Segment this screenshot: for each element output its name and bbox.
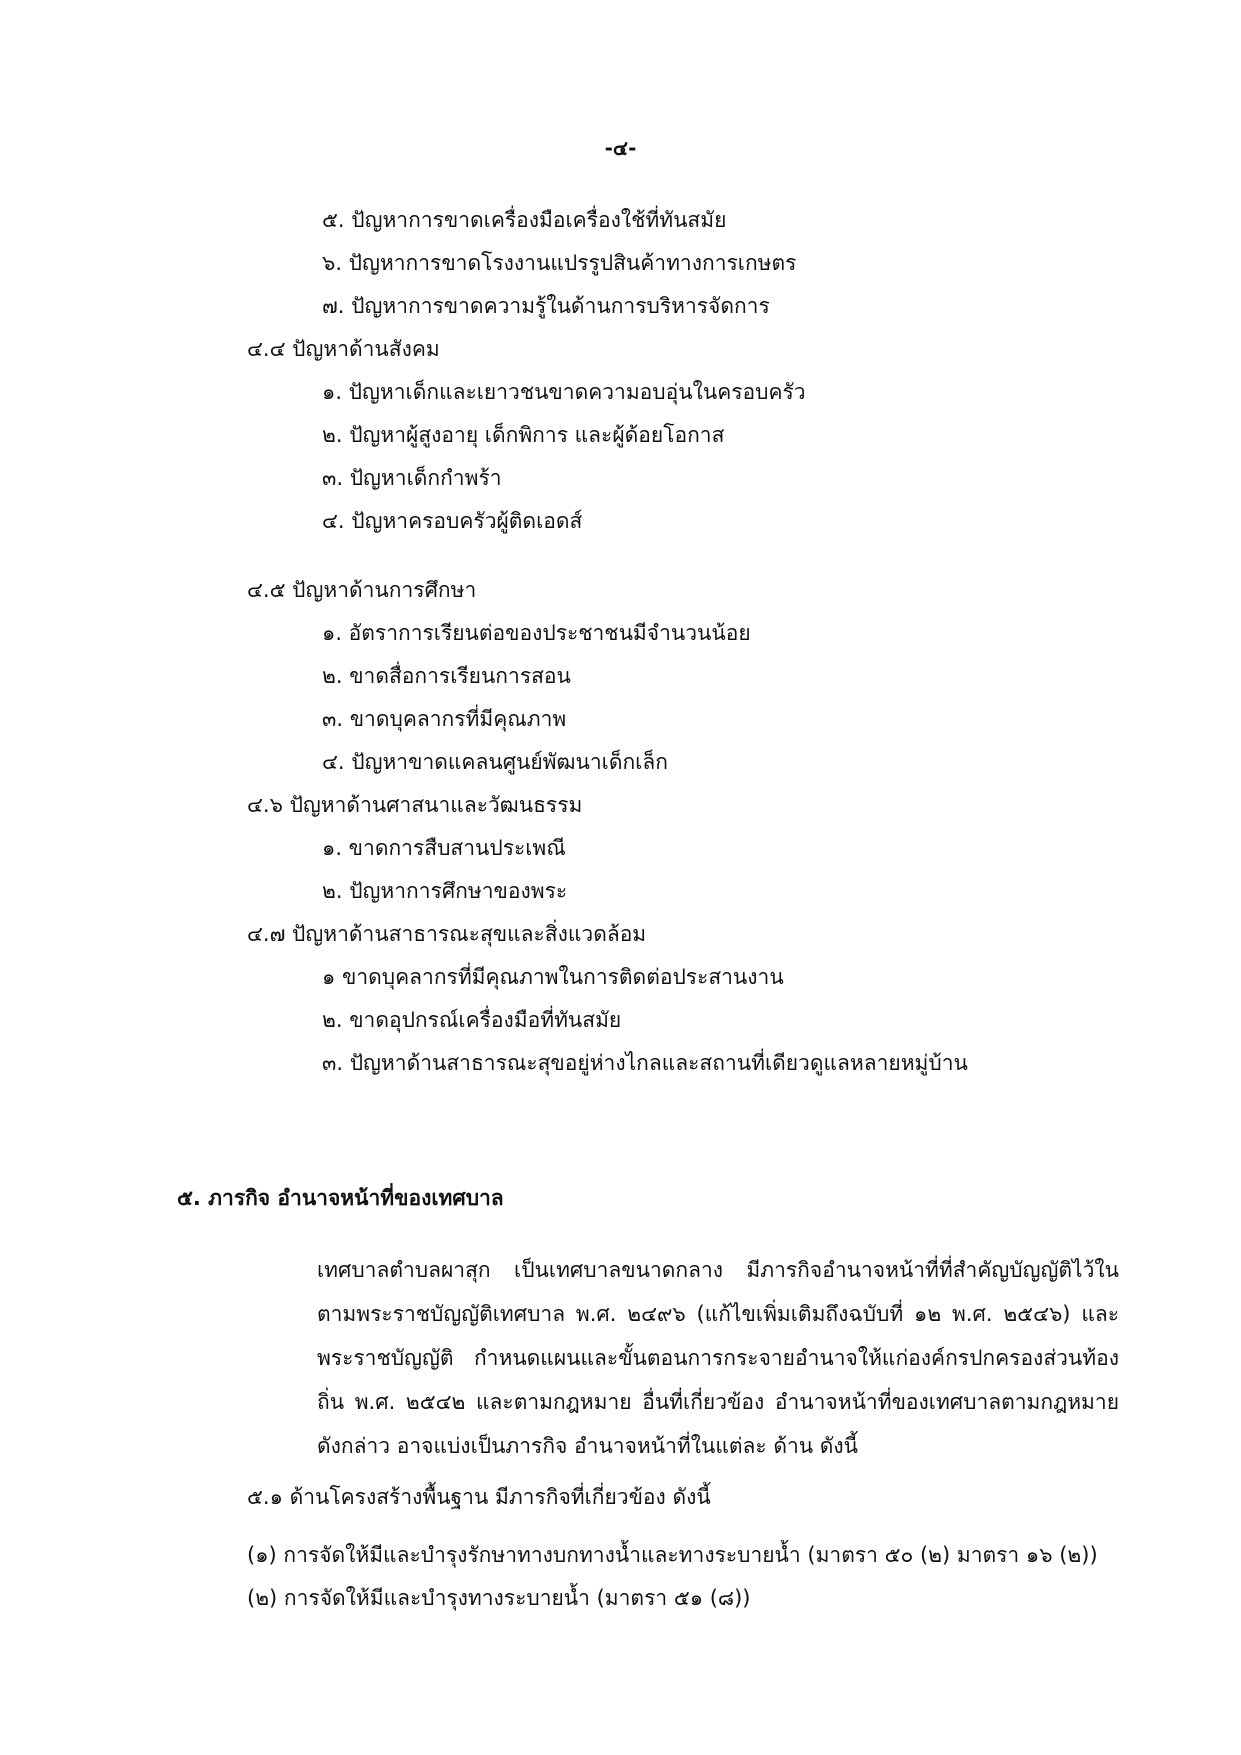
list-item: ๒. ปัญหาผู้สูงอายุ เด็กพิการ และผู้ด้อยโอกาส xyxy=(322,423,725,447)
paragraph-text: เทศบาลตำบลผาสุก เป็นเทศบาลขนาดกลาง มีภารกิจอำนาจหน้าที่ที่สำคัญบัญญัติไว้ใน ตามพระราชบัญญัติเทศบาล พ.ศ. ๒๔๙๖ (แก้ไขเพิ่มเติมถึงฉบับที่ ๑๒ พ.ศ. ๒๕๔๖) และพระราชบัญญัติ กำหนดแผนและขั้นตอนการกระจายอำนาจให้แก่องค์กรปกครองส่วนท้องถิ่น พ.ศ. ๒๕๔๒ และตามกฎหมาย อื่นที่เกี่ยวข้อง อำนาจหน้าที่ของเทศบาลตามกฎหมายดังกล่าว อาจแบ่งเป็นภารกิจ อำนาจหน้าที่ในแต่ละ ด้าน ดังนี้ xyxy=(317,1258,1119,1458)
list-item: ๑ ขาดบุคลากรที่มีคุณภาพในการติดต่อประสานงาน xyxy=(322,965,784,989)
list-item: ๑. อัตราการเรียนต่อของประชาชนมีจำนวนน้อย xyxy=(322,621,751,645)
list-item: ๓. ปัญหาด้านสาธารณะสุขอยู่ห่างไกลและสถานที่เดียวดูแลหลายหมู่บ้าน xyxy=(322,1051,968,1075)
list-item: ๓. ขาดบุคลากรที่มีคุณภาพ xyxy=(322,707,567,731)
section-5-paragraph xyxy=(177,1248,1119,1468)
section-title-4-6: ๔.๖ ปัญหาด้านศาสนาและวัฒนธรรม xyxy=(247,793,583,817)
page-number: -๔- xyxy=(604,136,637,160)
list-item: ๕. ปัญหาการขาดเครื่องมือเครื่องใช้ที่ทันสมัย xyxy=(322,208,727,232)
section-title-4-7: ๔.๗ ปัญหาด้านสาธารณะสุขและสิ่งแวดล้อม xyxy=(247,922,647,946)
list-item: ๖. ปัญหาการขาดโรงงานแปรรูปสินค้าทางการเกษตร xyxy=(322,251,797,275)
list-item: (๒) การจัดให้มีและบำรุงทางระบายน้ำ (มาตรา ๕๑ (๘)) xyxy=(247,1586,751,1610)
list-item: ๓. ปัญหาเด็กกำพร้า xyxy=(322,466,502,490)
list-item: ๑. ปัญหาเด็กและเยาวชนขาดความอบอุ่นในครอบครัว xyxy=(322,380,806,404)
list-item: ๒. ขาดสื่อการเรียนการสอน xyxy=(322,664,571,688)
list-item: ๗. ปัญหาการขาดความรู้ในด้านการบริหารจัดการ xyxy=(322,294,770,318)
section-title-4-4: ๔.๔ ปัญหาด้านสังคม xyxy=(247,337,440,361)
section-title-4-5: ๔.๕ ปัญหาด้านการศึกษา xyxy=(247,578,477,602)
list-item: ๔. ปัญหาครอบครัวผู้ติดเอดส์ xyxy=(322,509,583,533)
list-item: ๔. ปัญหาขาดแคลนศูนย์พัฒนาเด็กเล็ก xyxy=(322,750,668,774)
list-item: (๑) การจัดให้มีและบำรุงรักษาทางบกทางน้ำและทางระบายน้ำ (มาตรา ๕๐ (๒) มาตรา ๑๖ (๒)) xyxy=(247,1543,1098,1567)
list-item: ๑. ขาดการสืบสานประเพณี xyxy=(322,836,566,860)
subsection-title-5-1: ๕.๑ ด้านโครงสร้างพื้นฐาน มีภารกิจที่เกี่ยวข้อง ดังนี้ xyxy=(247,1485,711,1509)
list-item: ๒. ขาดอุปกรณ์เครื่องมือที่ทันสมัย xyxy=(322,1008,622,1032)
section-heading-5: ๕. ภารกิจ อำนาจหน้าที่ของเทศบาล xyxy=(177,1186,504,1210)
list-item: ๒. ปัญหาการศึกษาของพระ xyxy=(322,879,568,903)
